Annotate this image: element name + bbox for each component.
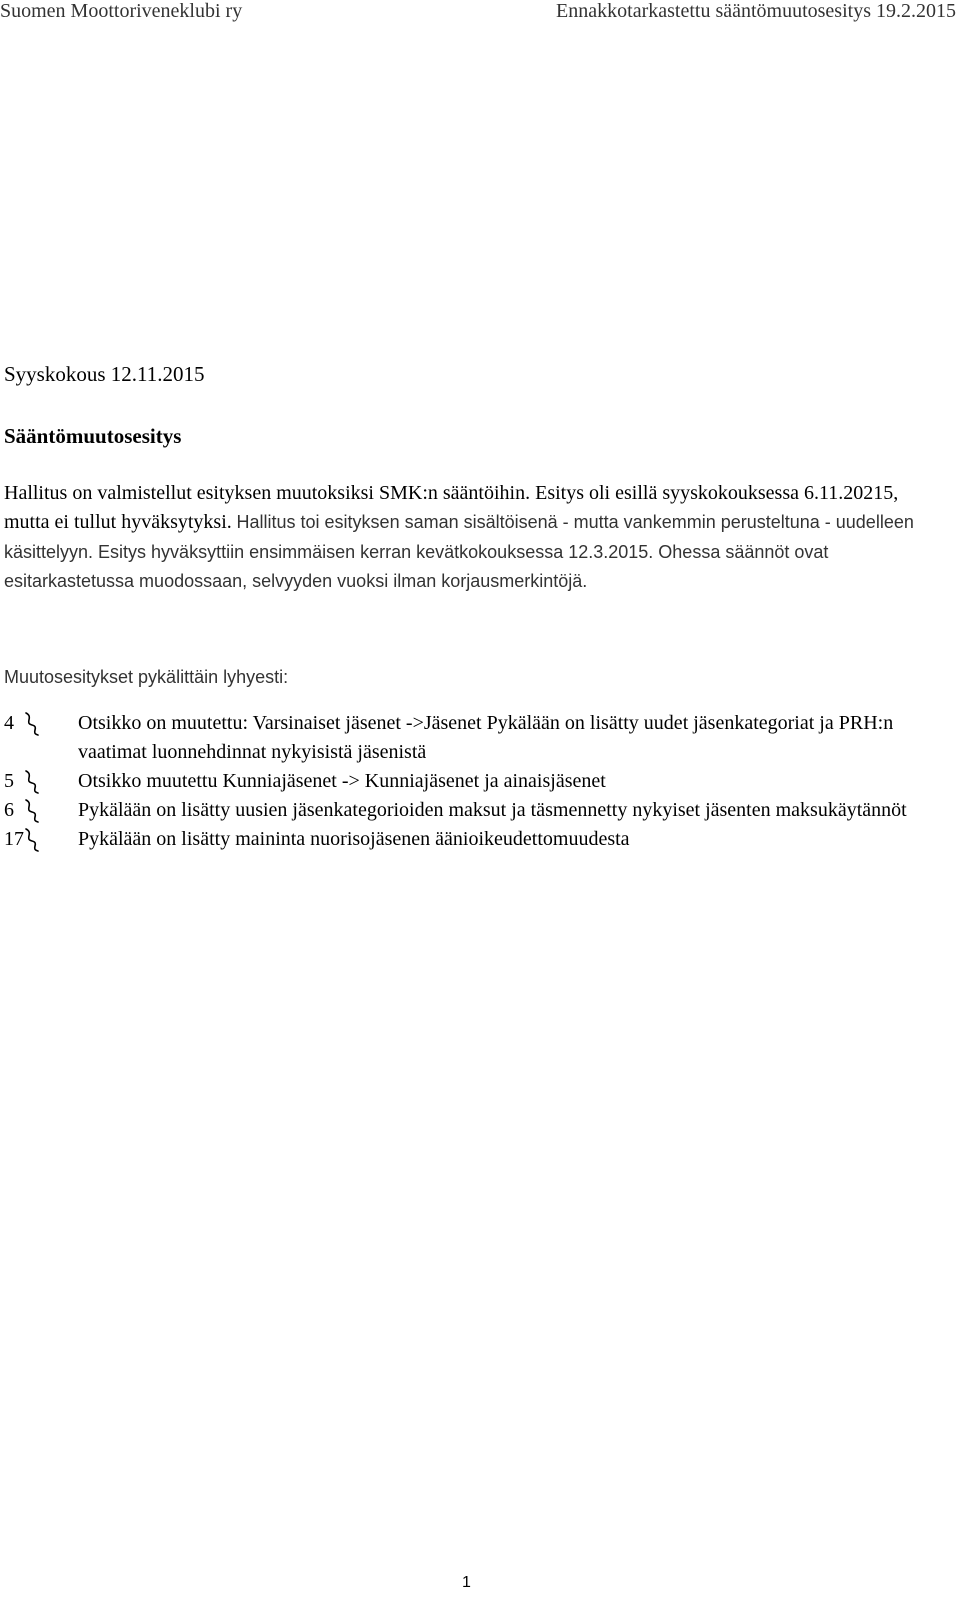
intro-paragraph [4, 479, 944, 597]
change-description: Pykälään on lisätty maininta nuorisojäsenen äänioikeudettomuudesta [78, 828, 630, 850]
section-number: 17 [4, 828, 24, 850]
section-sign-icon [22, 827, 42, 853]
change-description: Otsikko on muutettu: Varsinaiset jäsenet ->Jäsenet Pykälään on lisätty uudet jäsenkategoriat ja PRH:n vaatimat luonnehdinnat nykyisistä jäsenistä [78, 712, 894, 763]
changes-list [0, 709, 960, 854]
change-item [0, 709, 960, 767]
meeting-date: Syyskokous 12.11.2015 [4, 362, 205, 386]
section-number: 5 [4, 770, 14, 792]
page-number: 1 [462, 1574, 471, 1591]
section-sign-icon [22, 769, 42, 795]
section-sign-icon [22, 711, 42, 737]
page-header [0, 0, 960, 26]
change-description: Otsikko muutettu Kunniajäsenet -> Kunniajäsenet ja ainaisjäsenet [78, 770, 606, 792]
change-item [0, 825, 960, 854]
header-document-status: Ennakkotarkastettu sääntömuutosesitys 19.2.2015 [556, 0, 956, 22]
change-description: Pykälään on lisätty uusien jäsenkategorioiden maksut ja täsmennetty nykyiset jäsenten maksukäytännöt [78, 799, 907, 821]
section-number: 6 [4, 799, 14, 821]
intro-part-1: Hallitus on valmistellut esityksen muutoksiksi SMK:n sääntöihin. Esitys oli esillä syyskokouksessa 6.11.20215, mutta ei tullut hyväksytyksi. [4, 482, 899, 534]
section-sign-icon [22, 798, 42, 824]
section-number: 4 [4, 712, 14, 734]
change-item [0, 767, 960, 796]
header-organization: Suomen Moottoriveneklubi ry [0, 0, 243, 22]
intro-part-2: Hallitus toi esityksen saman sisältöisenä - mutta vankemmin perusteltuna - uudelleen käsittelyyn. Esitys hyväksyttiin ensimmäisen kerran kevätkokouksessa 12.3.2015. Ohessa säännöt ovat esitarkastetussa muodossaan, selvyyden vuoksi ilman korjausmerkintöjä. [4, 512, 914, 592]
change-item [0, 796, 960, 825]
document-title: Sääntömuutosesitys [4, 424, 182, 448]
changes-heading: Muutosesitykset pykälittäin lyhyesti: [4, 667, 289, 687]
